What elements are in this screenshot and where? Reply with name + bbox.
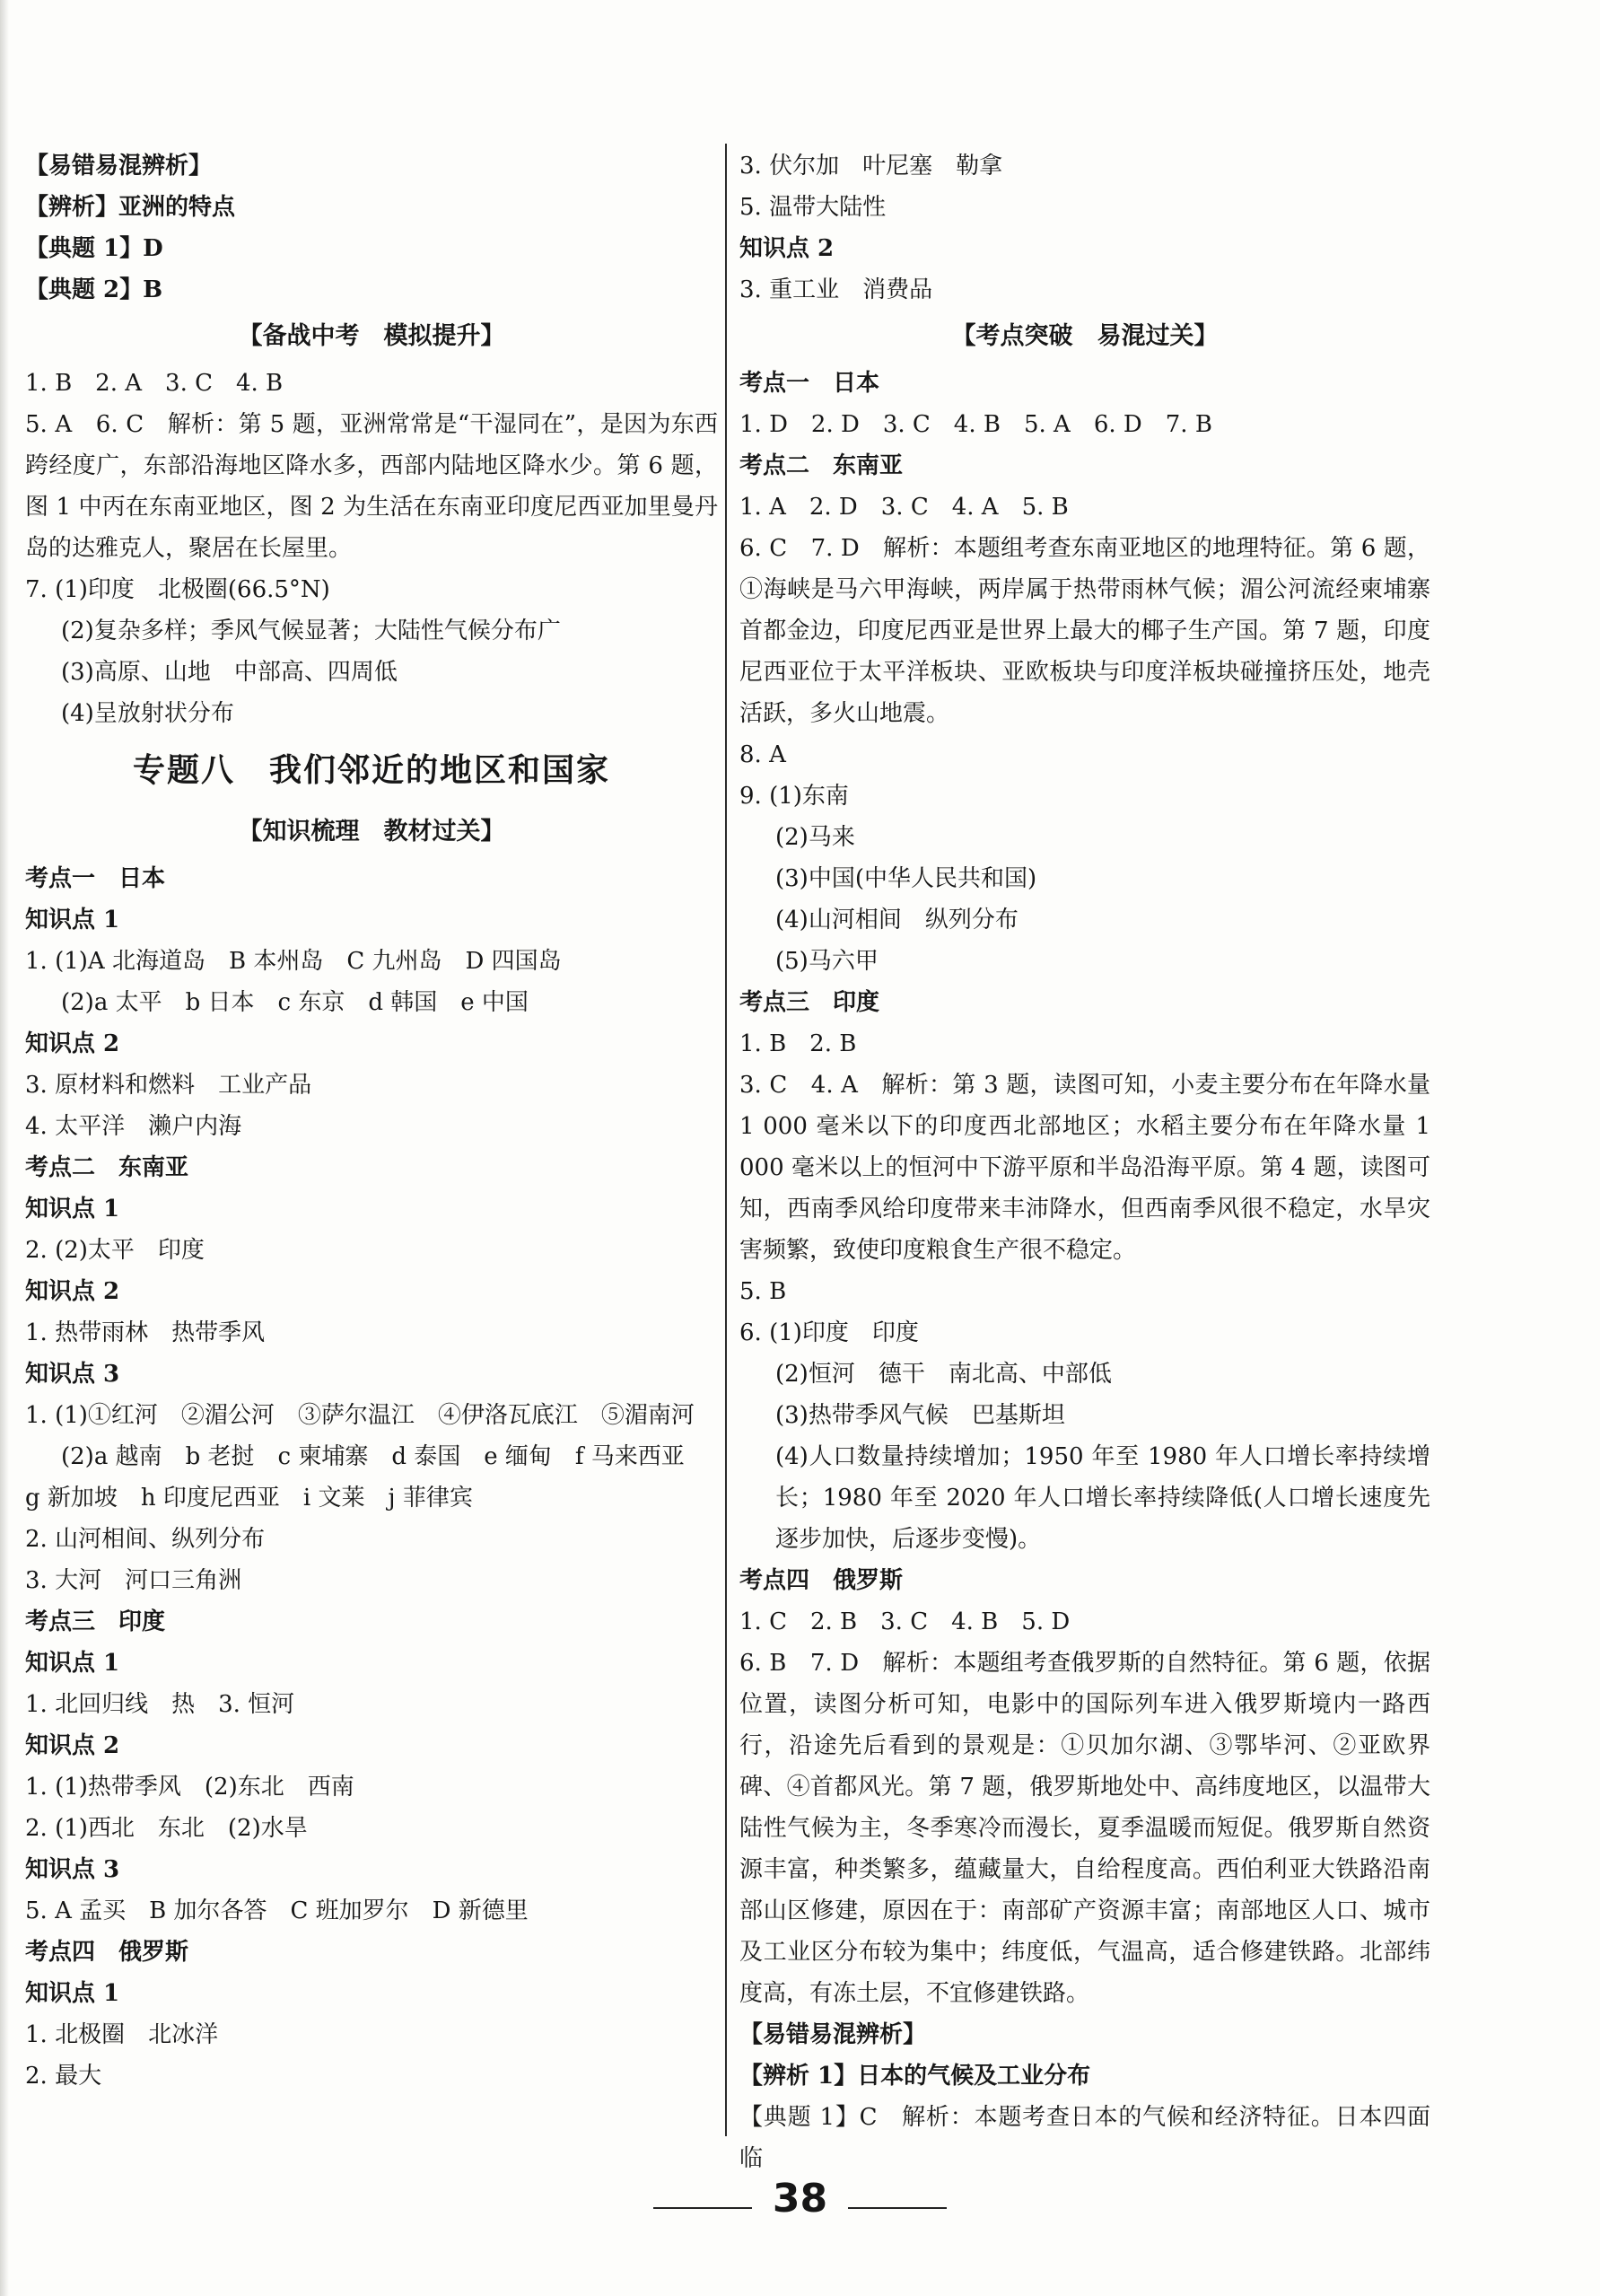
left-column-line: 2. (2)太平 印度 (25, 1237, 205, 1264)
right-column-line: 6. C 7. D 解析：本题组考查东南亚地区的地理特征。第 6 题，①海峡是马六甲海峡，两岸属于热带雨林气候；湄公河流经柬埔寨首都金边，印度尼西亚是世界上最大的椰子生产国。第 7 题，印度尼西亚位于太平洋板块、亚欧板块与印度洋板块碰撞挤压处，地壳活跃，多火山地震。 (739, 535, 1430, 727)
left-column-line: 知识点 1 (25, 1196, 120, 1222)
right-column-line: 8. A (739, 741, 786, 768)
left-column-line: 【备战中考 模拟提升】 (238, 322, 505, 350)
right-column-line: 5. 温带大陆性 (739, 194, 887, 221)
left-column-line: 5. A 6. C 解析：第 5 题，亚洲常常是“干湿同在”，是因为东西跨经度广，东部沿海地区降水多，西部内陆地区降水少。第 6 题，图 1 中丙在东南亚地区，图 2 为生活在东南亚印度尼西亚加里曼丹岛的达雅克人，聚居在长屋里。 (25, 411, 718, 562)
right-column-line: 考点三 印度 (739, 989, 880, 1016)
right-column-line: 1. B 2. B (739, 1030, 857, 1057)
left-column-line: 【辨析】亚洲的特点 (25, 194, 236, 221)
footer-rule-right (848, 2207, 947, 2209)
left-column-line: 1. 北极圈 北冰洋 (25, 2021, 219, 2048)
left-column-line: 【典题 1】D (25, 235, 163, 262)
right-column-line: 3. C 4. A 解析：第 3 题，读图可知，小麦主要分布在年降水量 1 000 毫米以下的印度西北部地区；水稻主要分布在年降水量 1 000 毫米以上的恒河中下游平原和半岛沿海平原。第 4 题，读图可知，西南季风给印度带来丰沛降水，但西南季风很不稳定，水旱灾害频繁，致使印度粮食生产很不稳定。 (739, 1072, 1430, 1264)
right-column-line: 1. A 2. D 3. C 4. A 5. B (739, 494, 1069, 521)
left-column-line: 知识点 2 (25, 1278, 120, 1305)
left-column-line: 知识点 1 (25, 1650, 120, 1677)
left-column-line: 2. 山河相间、纵列分布 (25, 1526, 266, 1553)
left-column-line: 知识点 1 (25, 907, 120, 933)
left-column-line: 7. (1)印度 北极圈(66.5°N) (25, 576, 330, 603)
page-scan-edge (0, 0, 9, 2296)
right-column-line: (5)马六甲 (775, 948, 879, 975)
right-column-line: 1. D 2. D 3. C 4. B 5. A 6. D 7. B (739, 411, 1212, 438)
left-column-line: 1. (1)①红河 ②湄公河 ③萨尔温江 ④伊洛瓦底江 ⑤湄南河 (25, 1402, 695, 1429)
left-column-line: (2)a 越南 b 老挝 c 柬埔寨 d 泰国 e 缅甸 f 马来西亚 (61, 1443, 685, 1470)
left-column-line: (3)高原、山地 中部高、四周低 (61, 659, 398, 686)
left-column-line: (2)a 太平 b 日本 c 东京 d 韩国 e 中国 (61, 989, 529, 1016)
left-column-line: 考点三 印度 (25, 1608, 166, 1635)
left-column-line: 知识点 2 (25, 1030, 120, 1057)
left-column-line: 专题八 我们邻近的地区和国家 (132, 751, 610, 789)
right-column-line: 5. B (739, 1278, 787, 1305)
left-column-line: 2. (1)西北 东北 (2)水旱 (25, 1815, 308, 1842)
right-column-line: (3)热带季风气候 巴基斯坦 (775, 1402, 1065, 1429)
left-column-line: 5. A 孟买 B 加尔各答 C 班加罗尔 D 新德里 (25, 1897, 529, 1924)
footer-rule-left (653, 2207, 752, 2209)
page-footer (0, 2176, 1600, 2222)
right-column-line: 【典题 1】C 解析：本题考查日本的气候和经济特征。日本四面临 (739, 2104, 1430, 2172)
right-column-line: 3. 重工业 消费品 (739, 276, 933, 303)
left-column-line: 1. 北回归线 热 3. 恒河 (25, 1691, 295, 1718)
right-column-line: 考点一 日本 (739, 370, 880, 397)
left-column-line: 知识点 2 (25, 1732, 120, 1759)
left-column-line: 1. (1)热带季风 (2)东北 西南 (25, 1774, 354, 1801)
right-column-line: 6. B 7. D 解析：本题组考查俄罗斯的自然特征。第 6 题，依据位置，读图分析可知，电影中的国际列车进入俄罗斯境内一路西行，沿途先后看到的景观是：①贝加尔湖、③鄂毕河、②亚欧界碑、④首都风光。第 7 题，俄罗斯地处中、高纬度地区，以温带大陆性气候为主，冬季寒冷而漫长，夏季温暖而短促。俄罗斯自然资源丰富，种类繁多，蕴藏量大，自给程度高。西伯利亚大铁路沿南部山区修建，原因在于：南部矿产资源丰富；南部地区人口、城市及工业区分布较为集中；纬度低，气温高，适合修建铁路。北部纬度高，有冻土层，不宜修建铁路。 (739, 1650, 1430, 2007)
right-column-line: 【易错易混辨析】 (739, 2021, 927, 2048)
right-column-line: (3)中国(中华人民共和国) (775, 865, 1037, 892)
left-column-line: 【典题 2】B (25, 276, 163, 303)
right-column-line: (4)山河相间 纵列分布 (775, 907, 1019, 933)
right-column-line: (4)人口数量持续增加；1950 年至 1980 年人口增长率持续增长；1980 年至 2020 年人口增长率持续降低(人口增长速度先逐步加快，后逐步变慢)。 (775, 1443, 1430, 1553)
left-column-line: 1. (1)A 北海道岛 B 本州岛 C 九州岛 D 四国岛 (25, 948, 562, 975)
right-column-line: 考点四 俄罗斯 (739, 1567, 904, 1594)
right-column-line: 考点二 东南亚 (739, 452, 904, 479)
right-column-line: 9. (1)东南 (739, 783, 849, 810)
left-column-line: 4. 太平洋 濑户内海 (25, 1113, 242, 1140)
left-column-line: 3. 大河 河口三角洲 (25, 1567, 242, 1594)
left-column-line: 知识点 3 (25, 1361, 120, 1388)
left-column (25, 145, 718, 2097)
right-column-line: (2)恒河 德干 南北高、中部低 (775, 1361, 1112, 1388)
left-column-line: 知识点 1 (25, 1980, 120, 2007)
left-column-line: (2)复杂多样；季风气候显著；大陆性气候分布广 (61, 618, 561, 644)
right-column-line: 6. (1)印度 印度 (739, 1319, 919, 1346)
left-column-line: 3. 原材料和燃料 工业产品 (25, 1072, 312, 1099)
left-column-line: 【知识梳理 教材过关】 (238, 818, 505, 846)
right-column-line: 【辨析 1】日本的气候及工业分布 (739, 2063, 1091, 2090)
left-column-line: g 新加坡 h 印度尼西亚 i 文莱 j 菲律宾 (25, 1485, 473, 1512)
left-column-line: 2. 最大 (25, 2063, 102, 2090)
page-number: 38 (772, 2176, 828, 2222)
right-column-line: 1. C 2. B 3. C 4. B 5. D (739, 1608, 1071, 1635)
right-column-line: 知识点 2 (739, 235, 835, 262)
left-column-line: 考点二 东南亚 (25, 1154, 189, 1181)
left-column-line: 1. B 2. A 3. C 4. B (25, 370, 284, 397)
left-column-line: 1. 热带雨林 热带季风 (25, 1319, 266, 1346)
right-column (739, 145, 1430, 2179)
right-column-line: 3. 伏尔加 叶尼塞 勒拿 (739, 153, 1003, 180)
left-column-line: 考点四 俄罗斯 (25, 1939, 189, 1966)
column-divider (725, 144, 727, 2136)
left-column-line: 考点一 日本 (25, 865, 166, 892)
left-column-line: 【易错易混辨析】 (25, 153, 213, 180)
left-column-line: (4)呈放射状分布 (61, 700, 234, 727)
left-column-line: 知识点 3 (25, 1856, 120, 1883)
right-column-line: 【考点突破 易混过关】 (951, 322, 1219, 350)
right-column-line: (2)马来 (775, 824, 855, 851)
